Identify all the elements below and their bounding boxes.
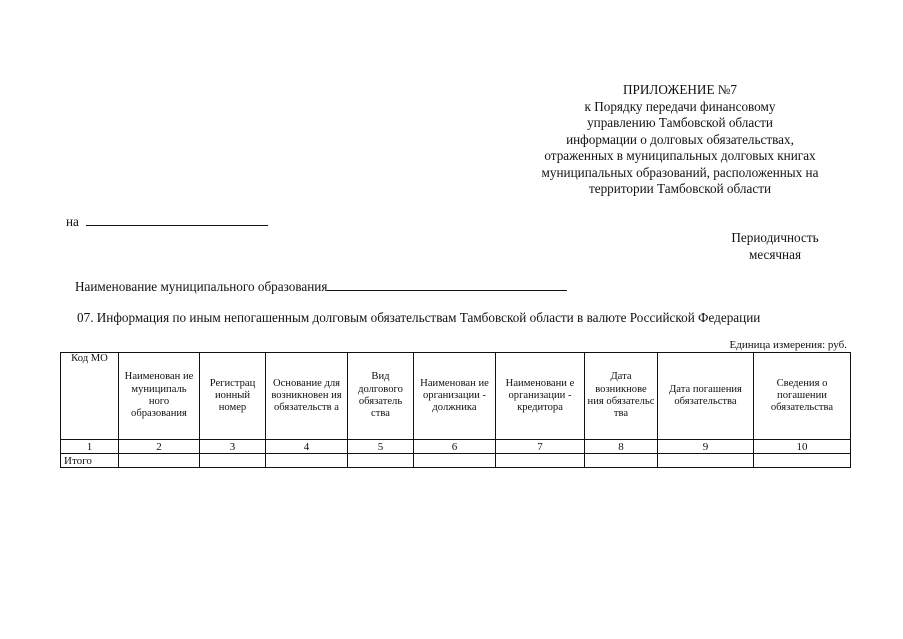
column-number: 3	[200, 440, 266, 454]
periodicity-block	[700, 230, 850, 263]
date-row	[66, 212, 268, 230]
column-header: Дата погашения обязательства	[658, 353, 754, 440]
table-cell	[496, 454, 585, 468]
appendix-line: к Порядку передачи финансовому	[584, 98, 776, 114]
table-cell	[348, 454, 414, 468]
column-number: 5	[348, 440, 414, 454]
table-cell	[585, 454, 658, 468]
appendix-line: отраженных в муниципальных долговых книгах	[544, 148, 816, 163]
appendix-line: информации о долговых обязательствах,	[566, 131, 794, 147]
column-header: Наименован ие муниципаль ного образования	[119, 353, 200, 440]
table-cell	[658, 454, 754, 468]
appendix-line: муниципальных образований, расположенных на	[541, 164, 819, 180]
column-header: Код МО	[61, 353, 119, 440]
column-header: Дата возникнове ния обязательс тва	[585, 353, 658, 440]
column-number: 8	[585, 440, 658, 454]
column-header: Основание для возникновен ия обязательств а	[266, 353, 348, 440]
table-cell	[266, 454, 348, 468]
column-number: 9	[658, 440, 754, 454]
table-cell	[414, 454, 496, 468]
total-row	[61, 454, 851, 468]
appendix-header	[490, 82, 870, 198]
column-number-row	[61, 440, 851, 454]
appendix-line: управлению Тамбовской области	[587, 115, 773, 130]
column-header: Сведения о погашении обязательства	[754, 353, 851, 440]
column-header: Наименован ие организации - должника	[414, 353, 496, 440]
date-blank-line	[86, 212, 268, 226]
appendix-title: ПРИЛОЖЕНИЕ №7	[623, 82, 737, 97]
unit-label: Единица измерения: руб.	[729, 339, 847, 351]
column-number: 1	[61, 440, 119, 454]
column-number: 6	[414, 440, 496, 454]
table-cell	[119, 454, 200, 468]
column-number: 4	[266, 440, 348, 454]
column-header: Регистрац ионный номер	[200, 353, 266, 440]
column-number: 2	[119, 440, 200, 454]
municipality-row	[75, 277, 567, 295]
debt-obligations-table	[60, 352, 851, 468]
municipality-label: Наименование муниципального образования	[75, 279, 328, 294]
table-cell	[754, 454, 851, 468]
appendix-line: территории Тамбовской области	[588, 181, 772, 196]
periodicity-label: Периодичность	[731, 230, 819, 245]
column-number: 10	[754, 440, 851, 454]
date-label: на	[66, 214, 79, 229]
column-header: Вид долгового обязатель ства	[348, 353, 414, 440]
total-label: Итого	[61, 454, 119, 468]
column-number: 7	[496, 440, 585, 454]
section-title: 07. Информация по иным непогашенным долговым обязательствам Тамбовской области в валюте Российской Федерации	[77, 310, 761, 325]
municipality-blank-line	[327, 277, 567, 291]
column-header: Наименовани е организации - кредитора	[496, 353, 585, 440]
table-header-row	[61, 353, 851, 440]
table-cell	[200, 454, 266, 468]
periodicity-value: месячная	[748, 246, 802, 262]
